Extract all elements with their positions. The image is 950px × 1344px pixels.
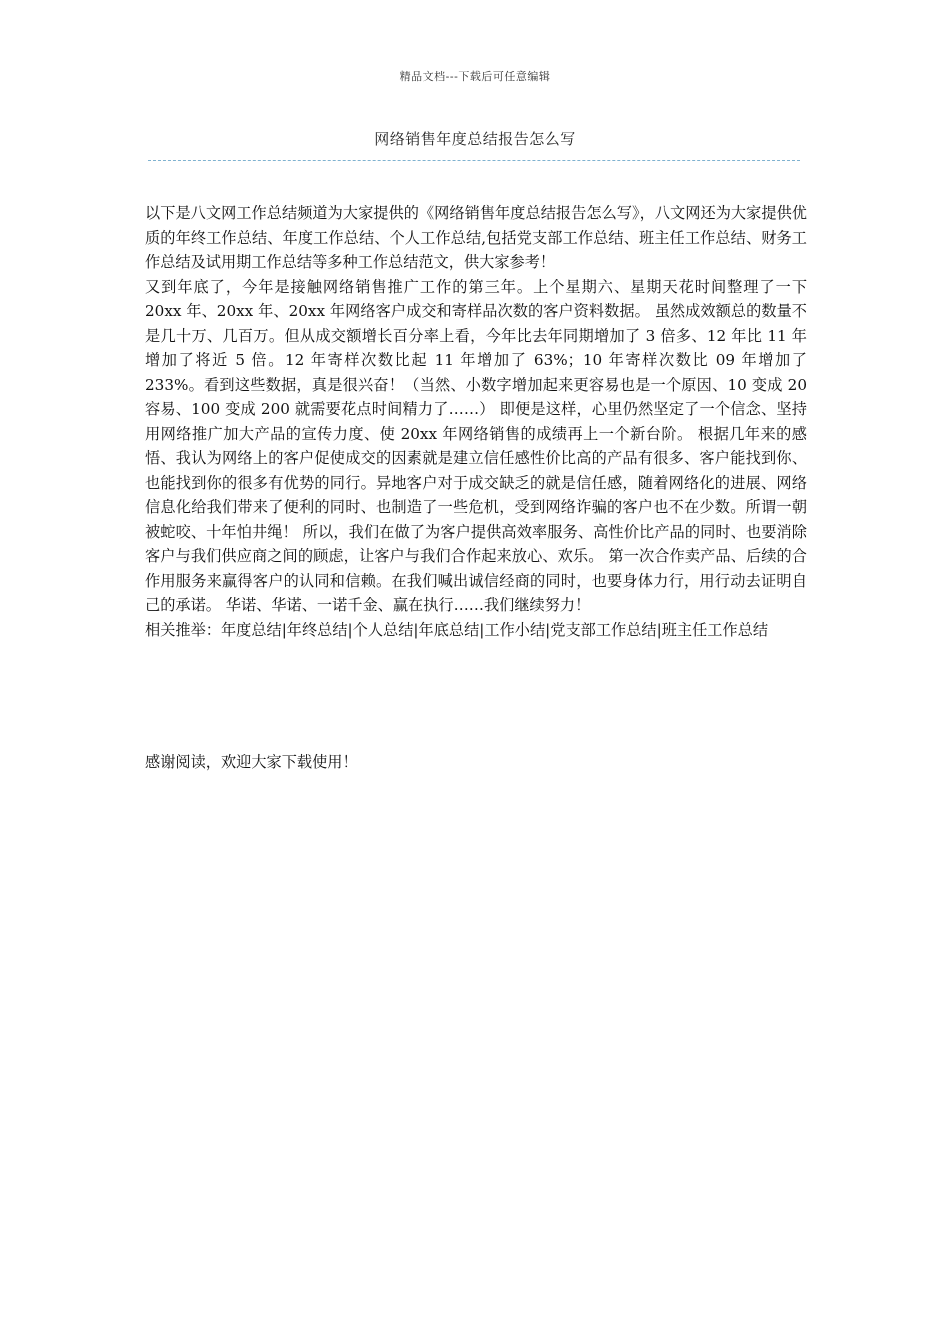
header-note: 精品文档---下载后可任意编辑 [399,70,551,83]
intro-paragraph: 以下是八文网工作总结频道为大家提供的《网络销售年度总结报告怎么写》，八文网还为大家提供优质的年终工作总结、年度工作总结、个人工作总结,包括党支部工作总结、班主任工作总结、财务工作总结及试用期工作总结等多种工作总结范文，供大家参考！ [145,204,807,271]
title-divider [148,160,800,161]
closing-note: 感谢阅读，欢迎大家下载使用！ [145,753,358,771]
main-paragraph: 又到年底了，今年是接触网络销售推广工作的第三年。上个星期六、星期天花时间整理了一下 20xx 年、20xx 年、20xx 年网络客户成交和寄样品次数的客户资料数据。 虽然成效额总的数量不是几十万、几百万。但从成交额增长百分率上看，今年比去年同期增加了 3 倍多、12 年比 11 年增加了将近 5 倍。12 年寄样次数比起 11 年增加了 63%；10 年寄样次数比 09 年增加了 233%。看到这些数据，真是很兴奋！（当然、小数字增加起来更容易也是一个原因、10 变成 20 容易、100 变成 200 就需要花点时间精力了……） 即便是这样，心里仍然坚定了一个信念、坚持用网络推广加大产品的宣传力度、使 20xx 年网络销售的成绩再上一个新台阶。 根据几年来的感悟、我认为网络上的客户促使成交的因素就是建立信任感性价比高的产品有很多、客户能找到你、也能找到你的很多有优势的同行。异地客户对于成交缺乏的就是信任感，随着网络化的进展、网络信息化给我们带来了便利的同时、也制造了一些危机，受到网络诈骗的客户也不在少数。所谓一朝被蛇咬、十年怕井绳！ 所以，我们在做了为客户提供高效率服务、高性价比产品的同时、也要消除客户与我们供应商之间的顾虑，让客户与我们合作起来放心、欢乐。 第一次合作卖产品、后续的合作用服务来赢得客户的认同和信赖。在我们喊出诚信经商的同时，也要身体力行，用行动去证明自己的承诺。 华诺、华诺、一诺千金、赢在执行……我们继续努力！ [145,277,807,614]
related-recommendations: 相关推举：年度总结|年终总结|个人总结|年底总结|工作小结|党支部工作总结|班主任工作总结 [145,620,769,639]
document-title: 网络销售年度总结报告怎么写 [374,130,576,148]
document-body [145,201,807,642]
